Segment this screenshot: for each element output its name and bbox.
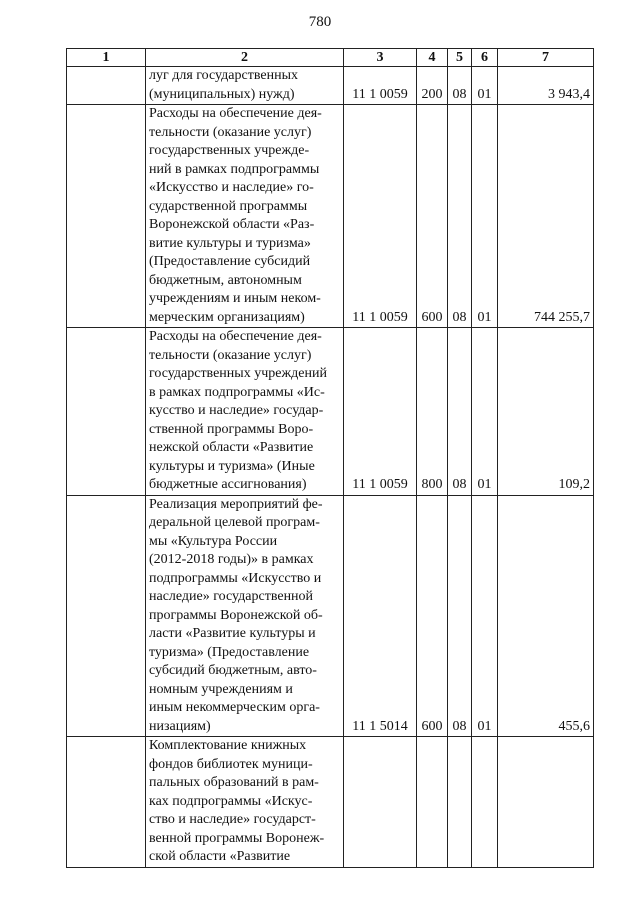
description-line: венной программы Воронеж- xyxy=(149,830,325,846)
description-cell xyxy=(146,328,344,496)
description-cell xyxy=(146,495,344,737)
column-header-3: 3 xyxy=(344,49,417,67)
description-line: «Искусство и наследие» го- xyxy=(149,180,314,195)
header-row xyxy=(67,49,594,67)
page-number: 780 xyxy=(308,14,332,30)
table-row xyxy=(67,105,594,328)
description-line: ственной программы Воро- xyxy=(149,421,314,437)
table-row xyxy=(67,495,594,737)
description-line: Реализация мероприятий фе- xyxy=(149,496,323,512)
description-line: Расходы на обеспечение дея- xyxy=(149,329,322,344)
column-header-4: 4 xyxy=(417,49,448,67)
expense-type-cell xyxy=(417,737,448,868)
description-line: государственных учрежде- xyxy=(149,143,310,158)
description-cell xyxy=(146,737,344,868)
description-line: ской области «Развитие xyxy=(149,849,291,864)
description-line: субсидий бюджетным, авто- xyxy=(149,663,317,678)
description-line: нежской области «Развитие xyxy=(149,440,314,455)
description-line: туризма» (Предоставление xyxy=(149,644,310,660)
description-line: подпрограммы «Искусство и xyxy=(149,570,322,586)
description-line: ласти «Развитие культуры и xyxy=(149,626,316,641)
subsection-cell: 01 xyxy=(472,328,498,496)
section-cell: 08 xyxy=(448,328,472,496)
description-line: витие культуры и туризма» xyxy=(149,235,311,251)
budget-table xyxy=(66,48,594,868)
expense-type-cell: 200 xyxy=(417,67,448,105)
description-line: наследие» государственной xyxy=(149,589,314,604)
description-line: тельности (оказание услуг) xyxy=(149,124,312,140)
section-cell: 08 xyxy=(448,105,472,328)
description-line: номным учреждениям и xyxy=(149,681,293,697)
table-row xyxy=(67,328,594,496)
description-line: учреждениям и иным неком- xyxy=(149,291,321,306)
description-line: сударственной программы xyxy=(149,198,308,214)
description-line: Комплектование книжных xyxy=(149,738,307,753)
description-line: кусство и наследие» государ- xyxy=(149,403,324,418)
description-line: тельности (оказание услуг) xyxy=(149,347,312,363)
description-line: программы Воронежской об- xyxy=(149,607,323,623)
description-line: (Предоставление субсидий xyxy=(149,254,311,269)
description-line: ний в рамках подпрограммы xyxy=(149,161,320,177)
description-line: низациям) xyxy=(149,718,211,734)
description-line: культуры и туризма» (Иные xyxy=(149,458,315,474)
row-number-cell xyxy=(67,328,146,496)
amount-cell: 744 255,7 xyxy=(498,105,594,328)
column-header-6: 6 xyxy=(472,49,498,67)
subsection-cell: 01 xyxy=(472,67,498,105)
description-line: ство и наследие» государст- xyxy=(149,812,316,827)
description-line: Расходы на обеспечение дея- xyxy=(149,106,322,121)
amount-cell xyxy=(498,737,594,868)
section-cell: 08 xyxy=(448,495,472,737)
program-code-cell: 11 1 0059 xyxy=(344,105,417,328)
subsection-cell: 01 xyxy=(472,105,498,328)
description-line: луг для государственных xyxy=(149,68,298,83)
column-header-1: 1 xyxy=(67,49,146,67)
subsection-cell: 01 xyxy=(472,495,498,737)
expense-type-cell: 800 xyxy=(417,328,448,496)
expense-type-cell: 600 xyxy=(417,495,448,737)
description-line: бюджетным, автономным xyxy=(149,272,302,288)
subsection-cell xyxy=(472,737,498,868)
description-line: фондов библиотек муници- xyxy=(149,756,313,772)
description-line: иным некоммерческим орга- xyxy=(149,700,320,715)
table-row xyxy=(67,737,594,868)
amount-cell: 3 943,4 xyxy=(498,67,594,105)
row-number-cell xyxy=(67,737,146,868)
section-cell: 08 xyxy=(448,67,472,105)
description-line: (2012-2018 годы)» в рамках xyxy=(149,552,314,567)
description-cell xyxy=(146,105,344,328)
column-header-5: 5 xyxy=(448,49,472,67)
program-code-cell: 11 1 0059 xyxy=(344,328,417,496)
program-code-cell: 11 1 0059 xyxy=(344,67,417,105)
description-line: ках подпрограммы «Искус- xyxy=(149,793,313,809)
description-cell xyxy=(146,67,344,105)
row-number-cell xyxy=(67,67,146,105)
amount-cell: 109,2 xyxy=(498,328,594,496)
description-line: (муниципальных) нужд) xyxy=(149,86,295,102)
expense-type-cell: 600 xyxy=(417,105,448,328)
description-line: бюджетные ассигнования) xyxy=(149,477,307,492)
description-line: пальных образований в рам- xyxy=(149,775,319,790)
description-line: в рамках подпрограммы «Ис- xyxy=(149,384,325,400)
description-line: государственных учреждений xyxy=(149,366,327,381)
program-code-cell xyxy=(344,737,417,868)
description-line: деральной целевой програм- xyxy=(149,515,320,530)
column-header-7: 7 xyxy=(498,49,594,67)
row-number-cell xyxy=(67,105,146,328)
description-line: Воронежской области «Раз- xyxy=(149,217,315,232)
column-header-2: 2 xyxy=(146,49,344,67)
description-line: мерческим организациям) xyxy=(149,309,305,325)
table-row xyxy=(67,67,594,105)
description-line: мы «Культура России xyxy=(149,533,278,549)
amount-cell: 455,6 xyxy=(498,495,594,737)
program-code-cell: 11 1 5014 xyxy=(344,495,417,737)
row-number-cell xyxy=(67,495,146,737)
section-cell xyxy=(448,737,472,868)
